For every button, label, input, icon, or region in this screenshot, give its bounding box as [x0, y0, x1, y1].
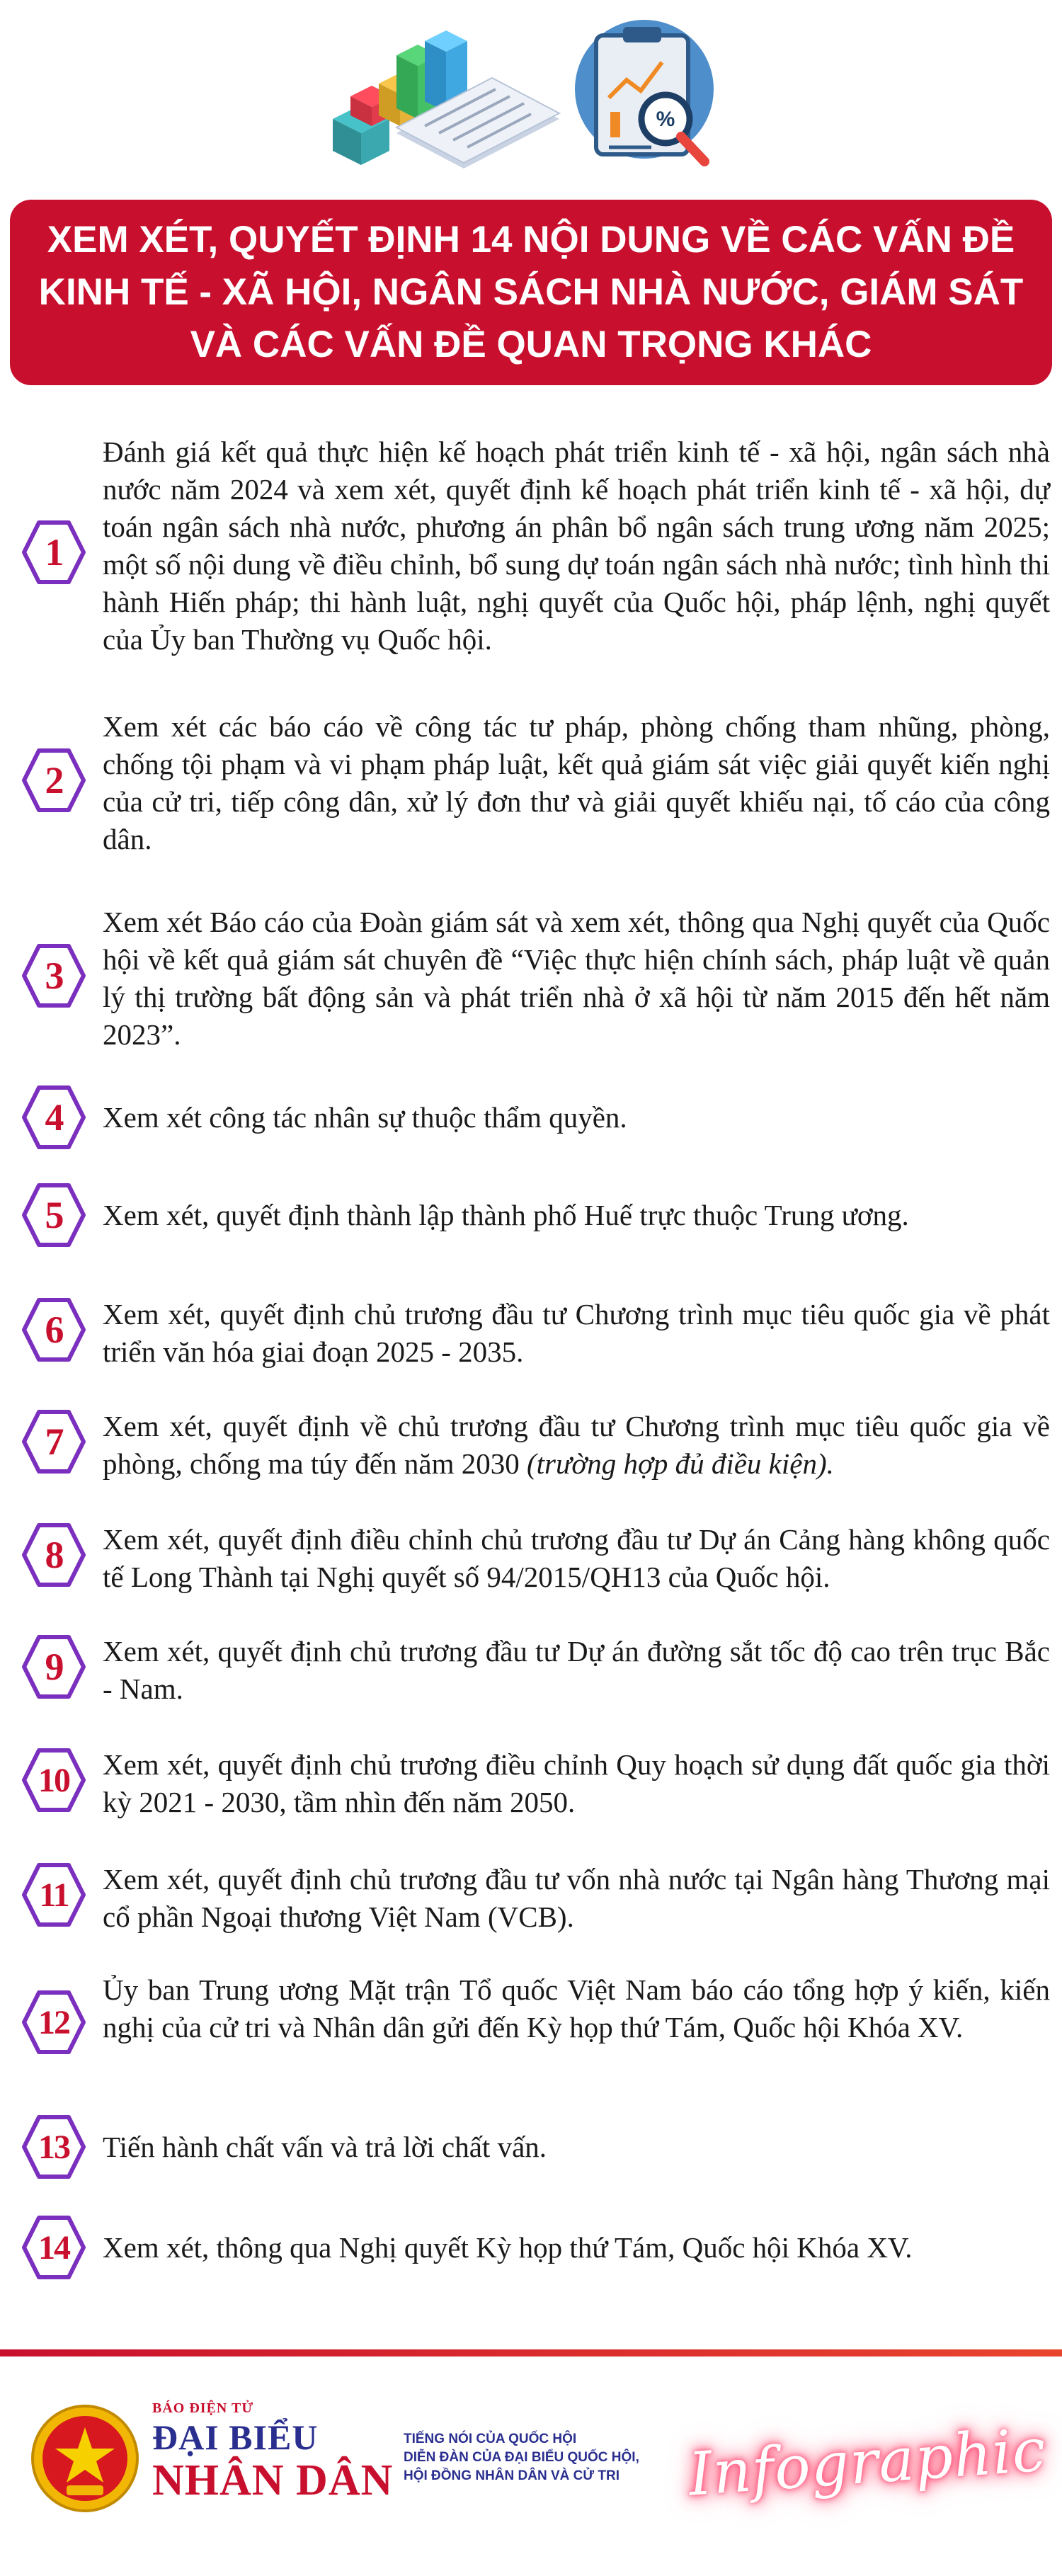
item-text: Xem xét, quyết định điều chỉnh chủ trương đầu tư Dự án Cảng hàng không quốc tế Long Thành tại Nghị quyết số 94/2015/QH13 của Quốc hội.: [103, 1523, 1050, 1593]
number-badge: [18, 1082, 89, 1153]
number-badge: [18, 1859, 89, 1930]
item-text: Xem xét, quyết định chủ trương đầu tư Dự án đường sắt tốc độ cao trên trục Bắc - Nam.: [103, 1635, 1050, 1705]
title-line-2: KINH TẾ - XÃ HỘI, NGÂN SÁCH NHÀ NƯỚC, GIÁM SÁT: [38, 271, 1024, 313]
number-badge: [18, 1520, 89, 1590]
item-text-main: Xem xét, quyết định về chủ trương đầu tư Chương trình mục tiêu quốc gia về phòng, chống ma túy đến năm 2030: [103, 1410, 1050, 1480]
slogan-line-3: HỘI ĐỒNG NHÂN DÂN VÀ CỬ TRI: [404, 2468, 620, 2483]
item-number: 11: [39, 1876, 69, 1914]
item-text: Xem xét, quyết định chủ trương điều chỉnh Quy hoạch sử dụng đất quốc gia thời kỳ 2021 - 2030, tầm nhìn đến năm 2050.: [103, 1748, 1050, 1818]
item-text-note: (trường hợp đủ điều kiện).: [526, 1447, 834, 1480]
item-number: 1: [45, 531, 63, 574]
number-badge: [18, 940, 89, 1011]
item-number: 6: [45, 1309, 63, 1351]
number-badge: [18, 1294, 89, 1365]
item-text: Đánh giá kết quả thực hiện kế hoạch phát triển kinh tế - xã hội, ngân sách nhà nước năm 2024 và xem xét, quyết định kế hoạch phát triển kinh tế - xã hội, dự toán ngân sách nhà nước, phương án phân bổ ngân sách trung ương năm 2025; một số nội dung về điều chỉnh, bổ sung dự toán ngân sách nhà nước; tình hình thi hành Hiến pháp; thi hành luật, nghị quyết của Quốc hội, pháp lệnh, nghị quyết của Ủy ban Thường vụ Quốc hội.: [103, 435, 1050, 656]
number-badge: [18, 2111, 89, 2182]
national-emblem-icon: [28, 2402, 142, 2515]
number-badge: [18, 1631, 89, 1702]
paper-small-label: BÁO ĐIỆN TỬ: [152, 2400, 254, 2416]
item-number: 13: [38, 2128, 69, 2166]
infographic-brand-mark: Infographic: [686, 2415, 1049, 2509]
item-text: Ủy ban Trung ương Mặt trận Tổ quốc Việt Nam báo cáo tổng hợp ý kiến, kiến nghị của cử tri và Nhân dân gửi đến Kỳ họp thứ Tám, Quốc hội Khóa XV.: [103, 1973, 1050, 2044]
item-number: 5: [45, 1194, 63, 1236]
item-number: 10: [38, 1761, 69, 1799]
item-text: Xem xét các báo cáo về công tác tư pháp, phòng chống tham nhũng, phòng, chống tội phạm và vi phạm pháp luật, kết quả giám sát việc giải quyết kiến nghị của cử tri, tiếp công dân, xử lý đơn thư và giải quyết khiếu nại, tố cáo của công dân.: [103, 710, 1050, 855]
item-text: Tiến hành chất vấn và trả lời chất vấn.: [103, 2131, 547, 2163]
percent-symbol: %: [656, 108, 675, 131]
number-badge: [18, 1406, 89, 1477]
item-text: Xem xét, quyết định chủ trương đầu tư vốn nhà nước tại Ngân hàng Thương mại cổ phần Ngoại thương Việt Nam (VCB).: [103, 1863, 1050, 1933]
slogan-line-1: TIẾNG NÓI CỦA QUỐC HỘI: [404, 2432, 577, 2446]
number-badge: [18, 745, 89, 816]
item-number: 4: [45, 1096, 63, 1139]
number-badge: [18, 1180, 89, 1250]
item-number: 9: [45, 1646, 63, 1688]
item-text: Xem xét Báo cáo của Đoàn giám sát và xem xét, thông qua Nghị quyết của Quốc hội về kết quả giám sát chuyên đề “Việc thực hiện chính sách, pháp luật về quản lý thị trường bất động sản và phát triển nhà ở xã hội từ năm 2015 đến hết năm 2023”.: [103, 906, 1050, 1051]
paper-slogan: [404, 2430, 673, 2485]
slogan-line-2: DIỄN ĐÀN CỦA ĐẠI BIỂU QUỐC HỘI,: [404, 2450, 639, 2465]
item-text: Xem xét công tác nhân sự thuộc thẩm quyền.: [103, 1101, 627, 1134]
number-badge: [18, 1745, 89, 1816]
title-banner: [10, 200, 1052, 385]
item-text: Xem xét, quyết định chủ trương đầu tư Chương trình mục tiêu quốc gia về phát triển văn hóa giai đoạn 2025 - 2035.: [103, 1298, 1050, 1368]
item-text: Xem xét, thông qua Nghị quyết Kỳ họp thứ Tám, Quốc hội Khóa XV.: [103, 2231, 913, 2264]
item-number: 12: [38, 2003, 69, 2041]
title-line-1: XEM XÉT, QUYẾT ĐỊNH 14 NỘI DUNG VỀ CÁC VẤN ĐỀ: [47, 219, 1015, 261]
item-text: Xem xét, quyết định thành lập thành phố Huế trực thuộc Trung ương.: [103, 1199, 909, 1231]
item-text: [103, 1408, 1050, 1483]
item-number: 14: [38, 2228, 69, 2267]
item-number: 8: [45, 1534, 63, 1576]
item-number: 2: [45, 759, 63, 802]
item-number: 7: [45, 1420, 63, 1463]
number-badge: [18, 1987, 89, 2058]
footer-divider: [0, 2349, 1062, 2356]
title-line-3: VÀ CÁC VẤN ĐỀ QUAN TRỌNG KHÁC: [190, 324, 872, 365]
footer: [0, 2365, 1062, 2576]
number-badge: [18, 2212, 89, 2283]
item-number: 3: [45, 954, 63, 997]
paper-name-line-2: NHÂN DÂN: [152, 2456, 394, 2504]
clipboard-magnifier-graphic: [575, 20, 714, 161]
hero-illustration: [319, 13, 715, 183]
paper-name-line-1: ĐẠI BIỂU: [152, 2417, 319, 2457]
number-badge: [18, 517, 89, 588]
